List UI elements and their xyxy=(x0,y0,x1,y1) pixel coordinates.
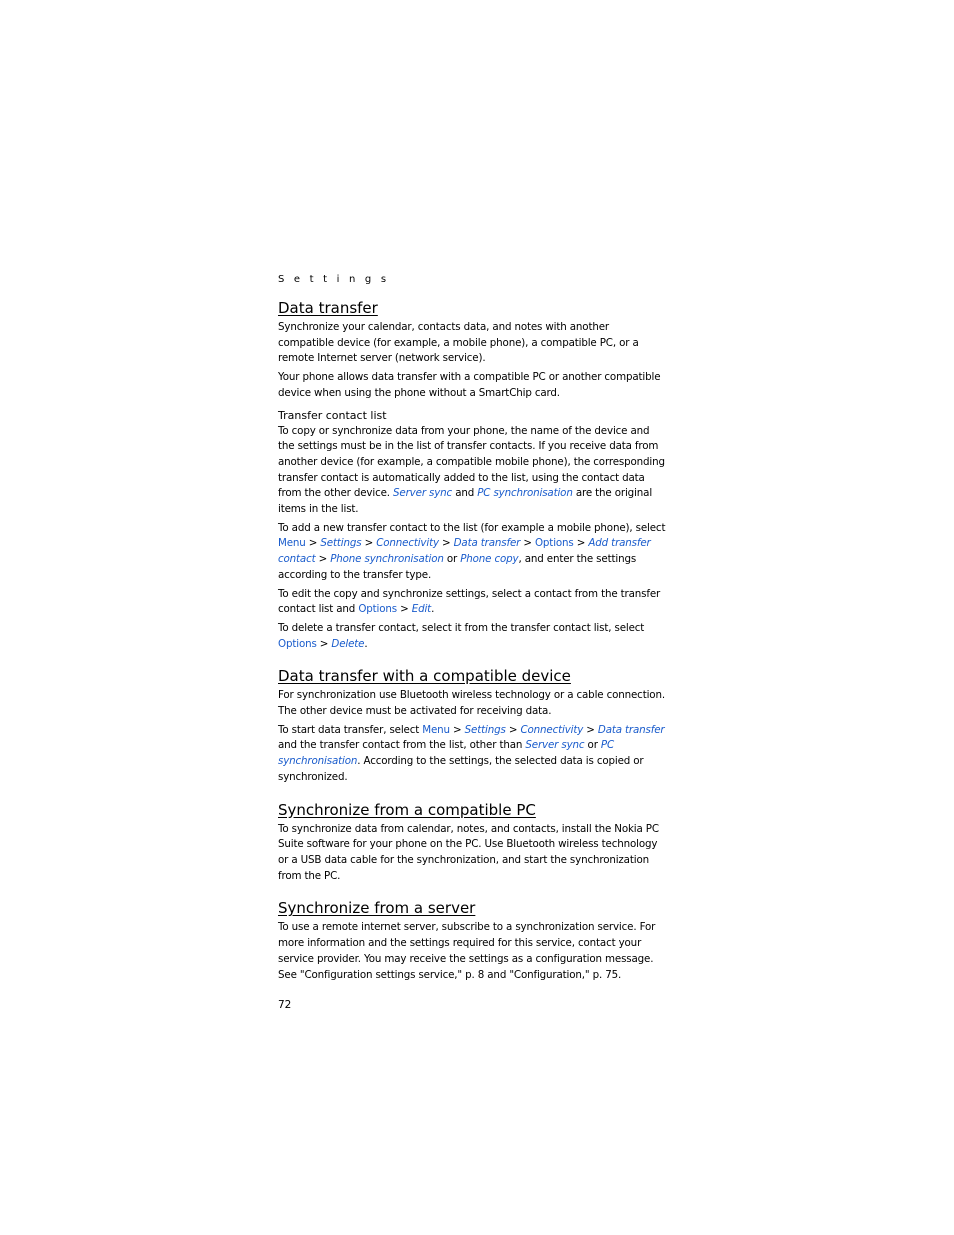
separator: > xyxy=(505,723,521,736)
menu-item-settings: Settings xyxy=(464,723,506,736)
heading-compatible-pc: Synchronize from a compatible PC xyxy=(278,800,536,819)
page-number: 72 xyxy=(278,999,292,1012)
text: or xyxy=(443,553,461,566)
text: To delete a transfer contact, select it from the transfer contact list, select xyxy=(278,621,645,634)
manual-page xyxy=(278,270,668,1013)
menu-item-pc-sync: PC synchronisation xyxy=(278,739,615,768)
text: , and enter the settings according to the transfer type. xyxy=(278,553,637,581)
menu-key-options: Options xyxy=(358,603,397,616)
text: and xyxy=(452,487,478,500)
menu-key-options: Options xyxy=(278,637,317,650)
heading-compatible-device: Data transfer with a compatible device xyxy=(278,667,571,686)
paragraph: To use a remote internet server, subscribe to a synchronization service. For more information and the settings required for this service, contact your service provider. You may receive the settings as a configuration message. See "Configuration settings service," p. 8 and "Configuration," p. 75. xyxy=(278,921,656,981)
section-data-transfer xyxy=(278,298,668,652)
paragraph: For synchronization use Bluetooth wireless technology or a cable connection. The other device must be activated for receiving data. xyxy=(278,689,665,718)
separator: > xyxy=(438,537,454,550)
paragraph xyxy=(278,621,668,652)
section-server xyxy=(278,898,668,983)
paragraph: To synchronize data from calendar, notes, and contacts, install the Nokia PC Suite software for your phone on the PC. Use Bluetooth wireless technology or a USB data cable for the synchronization, and start the synchronization from the PC. xyxy=(278,822,659,882)
separator: > xyxy=(315,553,331,566)
menu-item-add-transfer-contact: Add transfer contact xyxy=(278,537,651,566)
menu-item-edit: Edit xyxy=(411,603,432,616)
text: . xyxy=(431,603,435,616)
text: . xyxy=(364,637,368,650)
menu-item-settings: Settings xyxy=(320,537,362,550)
separator: > xyxy=(361,537,377,550)
heading-data-transfer: Data transfer xyxy=(278,299,378,317)
paragraph xyxy=(278,521,668,584)
menu-key-menu: Menu xyxy=(422,723,450,736)
text: To copy or synchronize data from your phone, the name of the device and the settings must be in the list of transfer contacts. If you receive data from another device (for example, a compatible mobile phone), the corresponding transfer contact is automatically added to the list, using the contact data from the other device. xyxy=(278,424,665,500)
section-compatible-pc xyxy=(278,800,668,885)
separator: > xyxy=(397,603,412,616)
separator: > xyxy=(316,637,332,650)
subheading-transfer-contact-list: Transfer contact list xyxy=(278,408,387,422)
menu-item-pc-sync: PC synchronisation xyxy=(477,487,573,500)
separator: > xyxy=(449,723,465,736)
paragraph xyxy=(278,723,668,786)
separator: > xyxy=(573,537,589,550)
menu-item-connectivity: Connectivity xyxy=(376,537,439,550)
menu-item-server-sync: Server sync xyxy=(525,739,585,752)
menu-item-data-transfer: Data transfer xyxy=(453,537,521,550)
menu-item-delete: Delete xyxy=(331,637,365,650)
heading-server: Synchronize from a server xyxy=(278,899,476,918)
separator: > xyxy=(583,723,598,736)
separator: > xyxy=(520,537,535,550)
paragraph: Your phone allows data transfer with a compatible PC or another compatible device when using the phone without a SmartChip card. xyxy=(278,371,661,399)
separator: > xyxy=(305,537,321,550)
text: or xyxy=(584,739,601,752)
section-compatible-device xyxy=(278,666,668,785)
text: and the transfer contact from the list, other than xyxy=(278,739,526,752)
text: To add a new transfer contact to the list (for example a mobile phone), select xyxy=(278,521,666,534)
menu-item-phone-copy: Phone copy xyxy=(460,553,519,566)
paragraph xyxy=(278,424,668,518)
paragraph xyxy=(278,587,668,618)
menu-item-connectivity: Connectivity xyxy=(520,723,584,736)
menu-item-server-sync: Server sync xyxy=(393,487,453,500)
text: To start data transfer, select xyxy=(278,723,423,736)
menu-key-menu: Menu xyxy=(278,537,306,550)
menu-item-phone-sync: Phone synchronisation xyxy=(330,553,444,566)
menu-key-options: Options xyxy=(534,537,574,550)
paragraph: Synchronize your calendar, contacts data, and notes with another compatible device (for example, a mobile phone), a compatible PC, or a remote Internet server (network service). xyxy=(278,321,639,365)
menu-item-data-transfer: Data transfer xyxy=(597,723,665,736)
text: . According to the settings, the selected data is copied or synchronized. xyxy=(278,755,644,783)
text: To edit the copy and synchronize settings, select a contact from the transfer contact list and xyxy=(278,587,661,616)
text: are the original items in the list. xyxy=(278,487,653,516)
running-head: S e t t i n g s xyxy=(278,274,390,285)
